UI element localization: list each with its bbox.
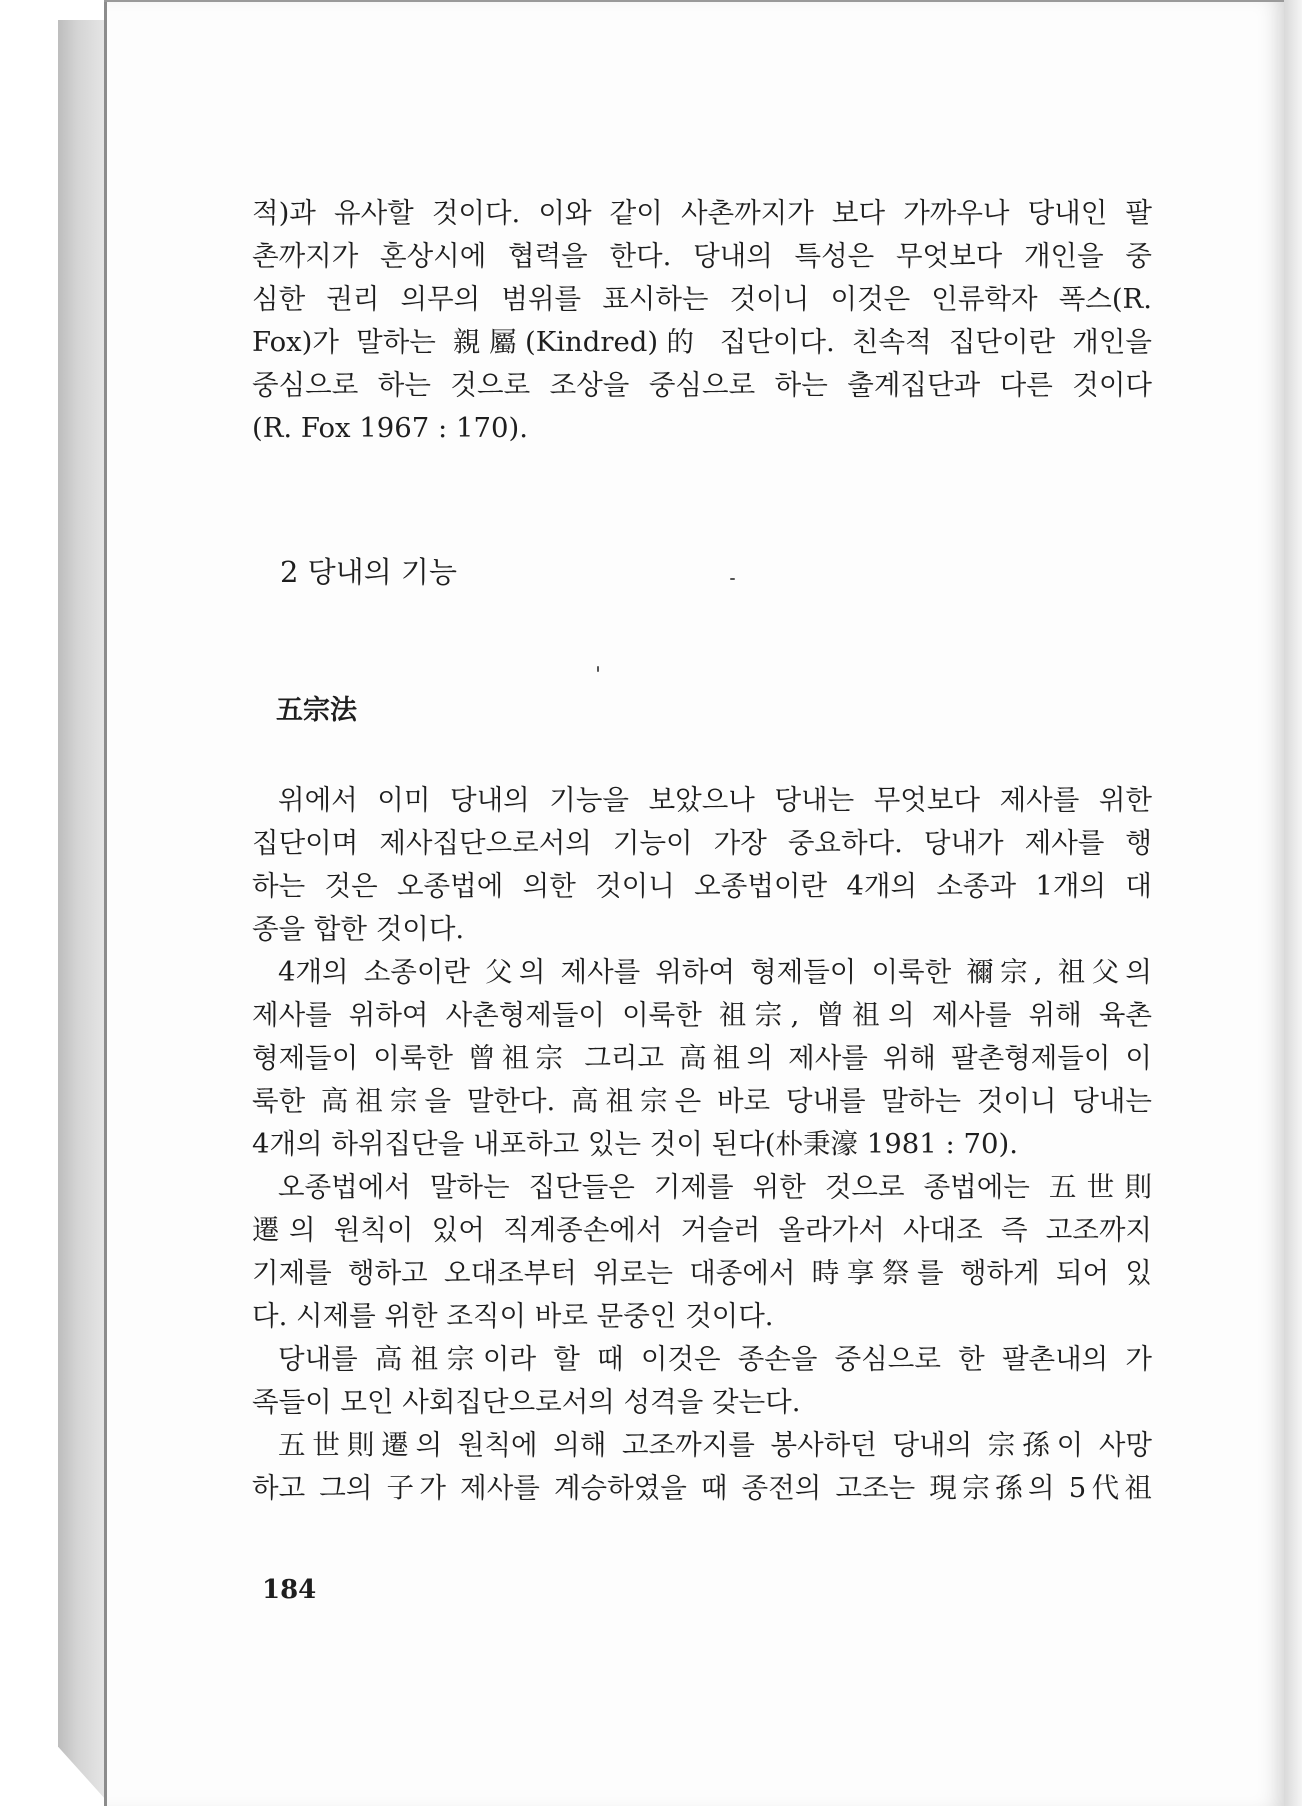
body-paragraphs: [252, 779, 1152, 1510]
text-line: 형제들이 이룩한 曾祖宗 그리고 高祖의 제사를 위해 팔촌형제들이 이: [252, 1042, 1152, 1074]
print-speck: [730, 578, 735, 580]
subsection-heading: 五宗法: [276, 695, 357, 726]
text-line: 족들이 모인 사회집단으로서의 성격을 갖는다.: [252, 1386, 801, 1418]
text-line: 오종법에서 말하는 집단들은 기제를 위한 것으로 종법에는 五世則: [278, 1171, 1152, 1203]
text-line: 五世則遷의 원칙에 의해 고조까지를 봉사하던 당내의 宗孫이 사망: [278, 1429, 1152, 1461]
text-line: (R. Fox 1967 : 170).: [252, 412, 528, 444]
text-line: 룩한 高祖宗을 말한다. 高祖宗은 바로 당내를 말하는 것이니 당내는: [252, 1085, 1152, 1117]
section-heading: 2 당내의 기능: [280, 555, 457, 589]
text-line: 4개의 소종이란 父의 제사를 위하여 형제들이 이룩한 禰宗, 祖父의: [278, 956, 1152, 988]
text-line: 기제를 행하고 오대조부터 위로는 대종에서 時享祭를 행하게 되어 있: [252, 1257, 1152, 1289]
text-line: 중심으로 하는 것으로 조상을 중심으로 하는 출계집단과 다른 것이다: [252, 369, 1152, 401]
page-number: 184: [262, 1575, 317, 1605]
page-right-edge: [1284, 0, 1302, 1806]
text-line: 종을 합한 것이다.: [252, 913, 465, 945]
text-line: 하는 것은 오종법에 의한 것이니 오종법이란 4개의 소종과 1개의 대: [252, 870, 1152, 902]
text-line: 다. 시제를 위한 조직이 바로 문중인 것이다.: [252, 1300, 774, 1332]
text-line: 집단이며 제사집단으로서의 기능이 가장 중요하다. 당내가 제사를 행: [252, 827, 1152, 859]
print-speck: [597, 666, 599, 672]
text-line: 위에서 이미 당내의 기능을 보았으나 당내는 무엇보다 제사를 위한: [278, 784, 1152, 816]
text-line: Fox)가 말하는 親屬(Kindred)的 집단이다. 친속적 집단이란 개인을: [252, 326, 1152, 358]
text-line: 4개의 하위집단을 내포하고 있는 것이 된다(朴秉濠 1981 : 70).: [252, 1128, 1018, 1160]
text-line: 촌까지가 혼상시에 협력을 한다. 당내의 특성은 무엇보다 개인을 중: [252, 240, 1152, 272]
book-spine: [58, 20, 106, 1800]
text-line: 당내를 高祖宗이라 할 때 이것은 종손을 중심으로 한 팔촌내의 가: [278, 1343, 1152, 1375]
text-line: 제사를 위하여 사촌형제들이 이룩한 祖宗, 曾祖의 제사를 위해 육촌: [252, 999, 1152, 1031]
text-line: 遷의 원칙이 있어 직계종손에서 거슬러 올라가서 사대조 즉 고조까지: [252, 1214, 1152, 1246]
text-line: 심한 권리 의무의 범위를 표시하는 것이니 이것은 인류학자 폭스(R.: [252, 283, 1152, 315]
text-line: 적)과 유사할 것이다. 이와 같이 사촌까지가 보다 가까우나 당내인 팔: [252, 197, 1152, 229]
intro-paragraph: [252, 192, 1152, 450]
text-line: 하고 그의 子가 제사를 계승하였을 때 종전의 고조는 現宗孫의 5代祖: [252, 1472, 1152, 1504]
